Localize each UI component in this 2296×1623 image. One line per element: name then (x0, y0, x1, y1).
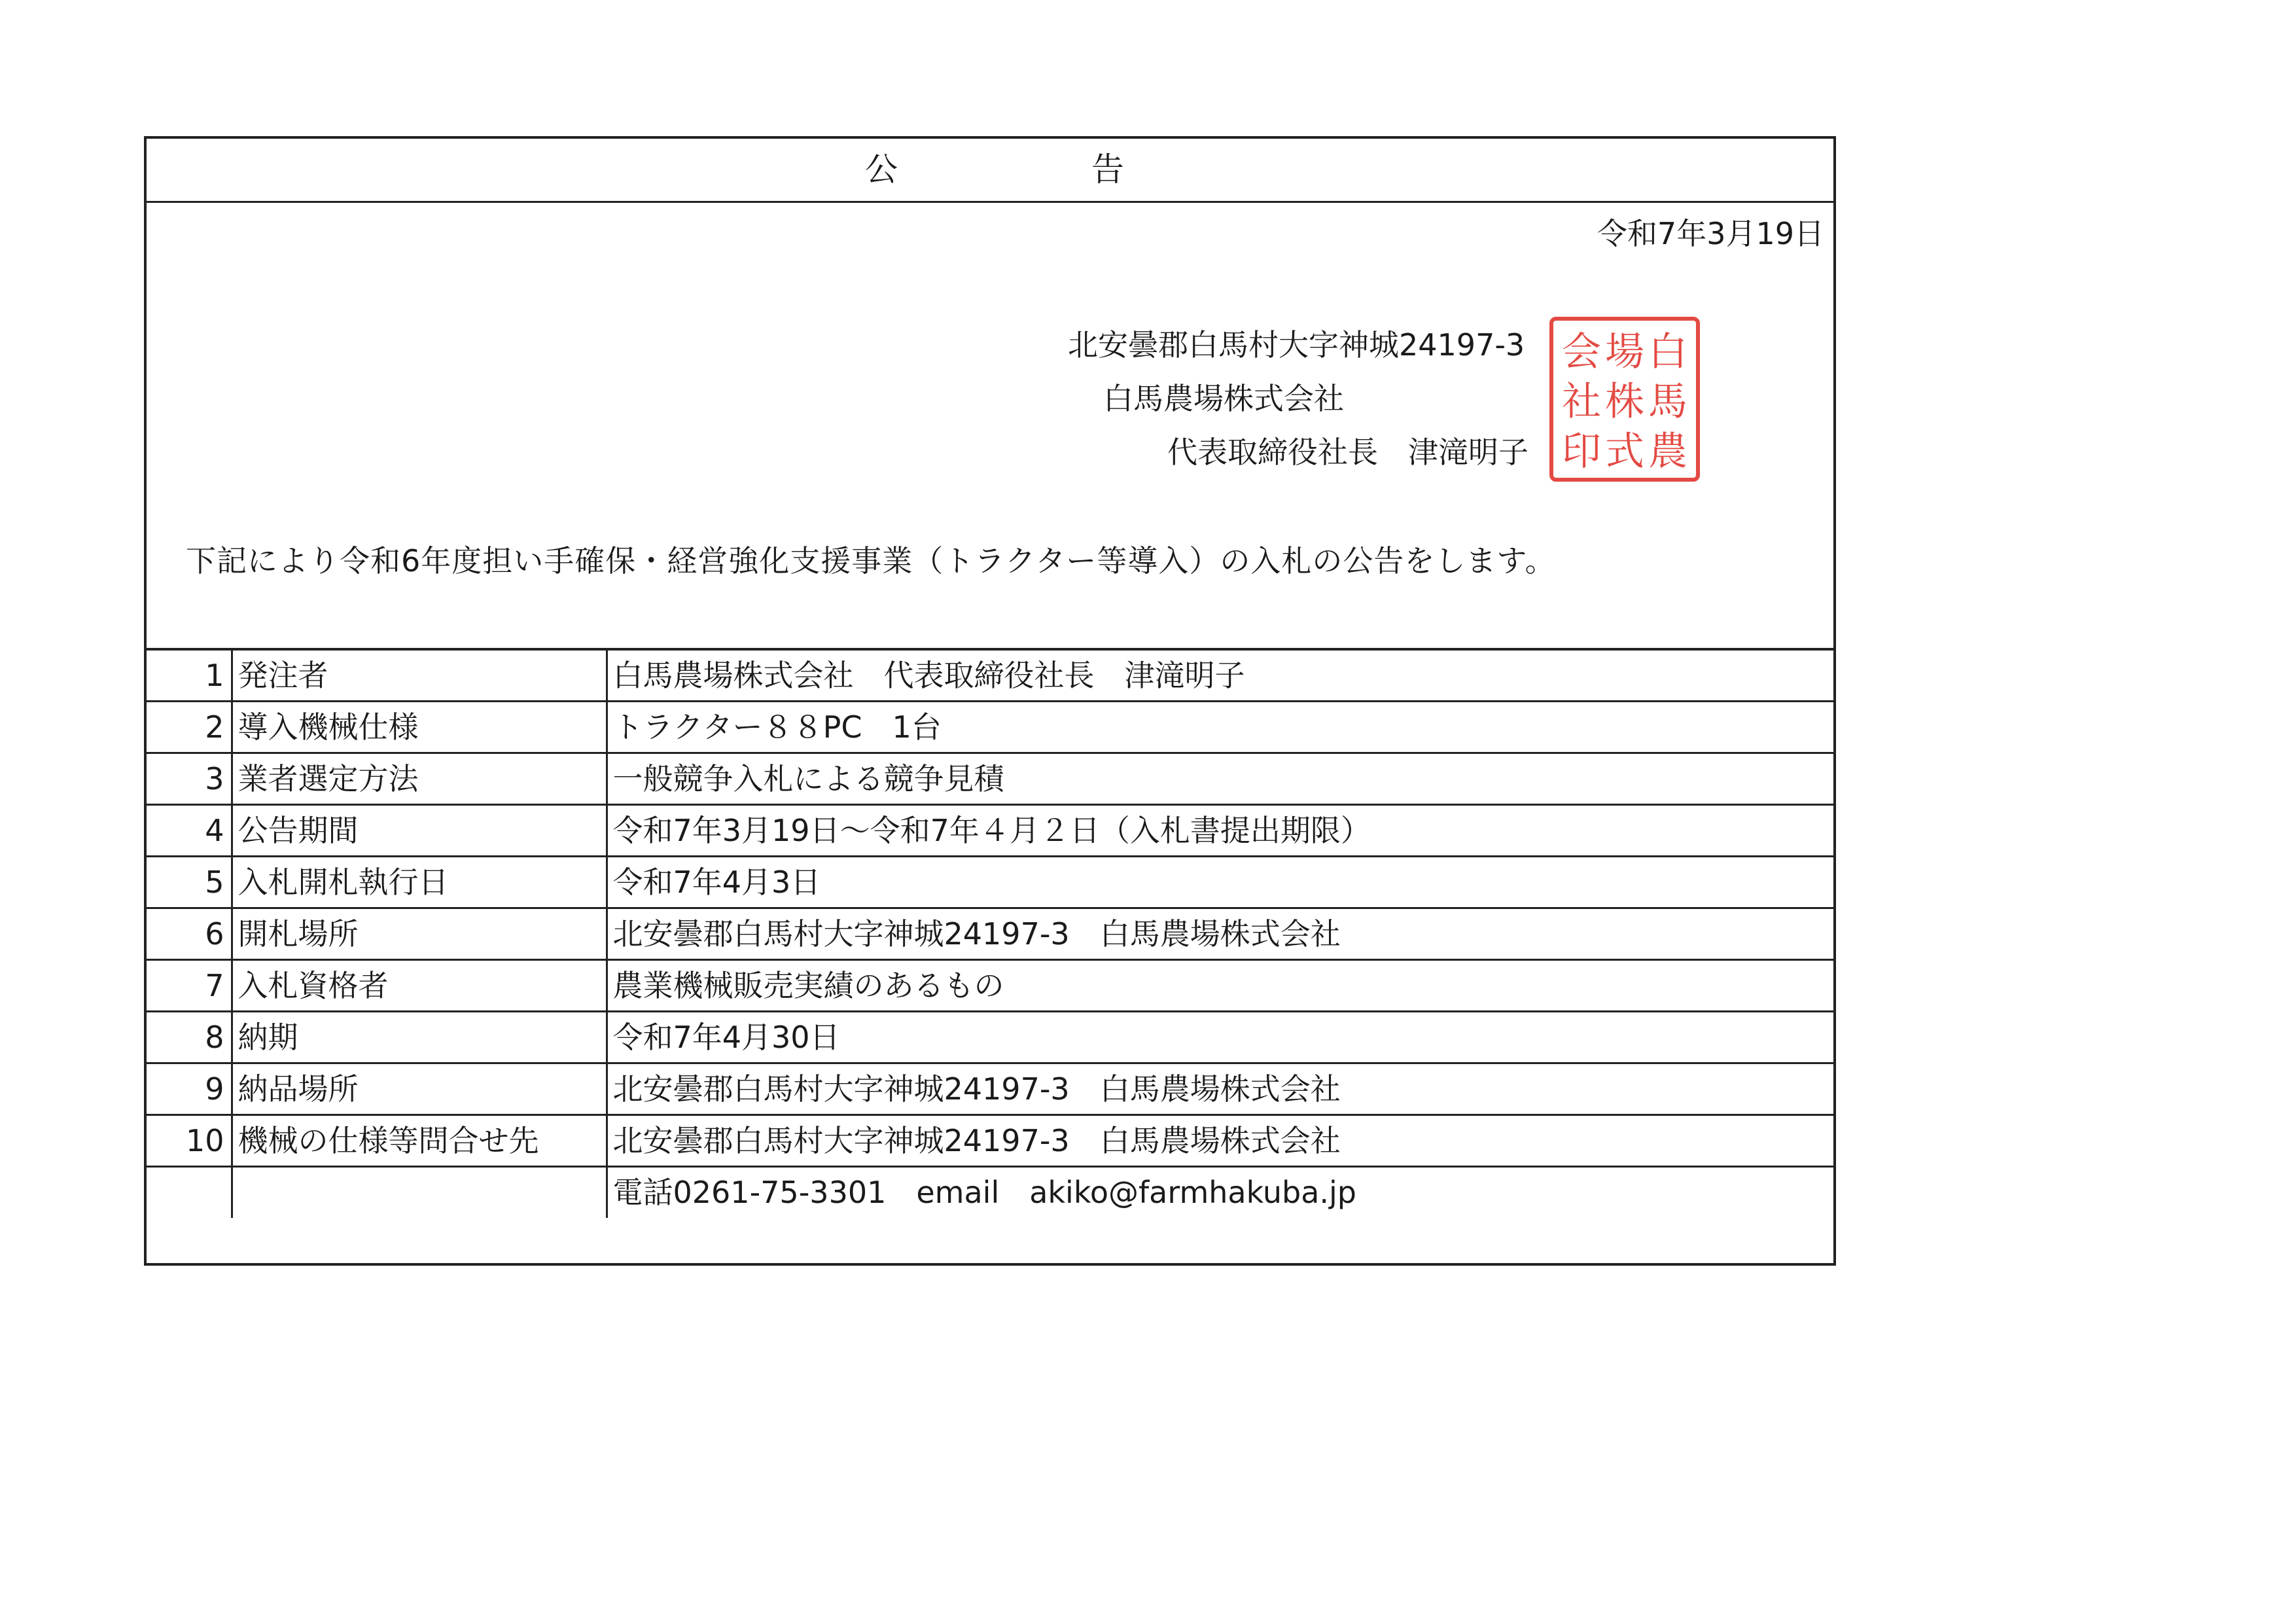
table-row (147, 804, 1833, 856)
table-row (147, 959, 1833, 1011)
seal-glyph: 馬 (1648, 379, 1687, 425)
item-value: 白馬農場株式会社 代表取締役社長 津滝明子 (607, 649, 1833, 701)
item-value: 一般競争入札による競争見積 (607, 753, 1833, 804)
table-row (147, 1011, 1833, 1063)
item-value: 農業機械販売実績のあるもの (607, 959, 1833, 1011)
item-number: 5 (147, 856, 232, 908)
seal-glyph: 株 (1605, 379, 1644, 425)
item-value: トラクター８８PC 1台 (607, 701, 1833, 753)
seal-glyph: 場 (1605, 329, 1644, 375)
seal-glyph: 白 (1648, 329, 1687, 375)
item-label: 入札資格者 (232, 959, 607, 1011)
item-value: 電話0261-75-3301 email akiko@farmhakuba.jp (607, 1166, 1833, 1218)
intro-text: 下記により令和6年度担い手確保・経営強化支援事業（トラクター等導入）の入札の公告をします。 (186, 543, 1556, 579)
item-value: 北安曇郡白馬村大字神城24197-3 白馬農場株式会社 (607, 1063, 1833, 1115)
item-number: 9 (147, 1063, 232, 1115)
item-number: 6 (147, 908, 232, 959)
item-value: 令和7年4月30日 (607, 1011, 1833, 1063)
title-char-2: 告 (1091, 151, 1124, 188)
item-label (232, 1166, 607, 1218)
item-number: 3 (147, 753, 232, 804)
issuer-representative: 代表取締役社長 津滝明子 (1167, 435, 1528, 470)
table-row (147, 701, 1833, 753)
item-value: 令和7年3月19日～令和7年４月２日（入札書提出期限） (607, 804, 1833, 856)
item-number: 1 (147, 649, 232, 701)
item-number (147, 1166, 232, 1218)
item-label: 入札開札執行日 (232, 856, 607, 908)
table-row (147, 1115, 1833, 1166)
title-char-1: 公 (865, 151, 898, 188)
items-table (147, 648, 1833, 1218)
notice-frame (144, 136, 1836, 1266)
seal-glyph: 社 (1562, 379, 1601, 425)
item-number: 10 (147, 1115, 232, 1166)
table-row (147, 753, 1833, 804)
item-label: 発注者 (232, 649, 607, 701)
item-value: 令和7年4月3日 (607, 856, 1833, 908)
seal-glyph: 式 (1605, 429, 1644, 474)
issuer-address: 北安曇郡白馬村大字神城24197-3 (1068, 327, 1525, 363)
title-row (147, 139, 1833, 203)
item-label: 納期 (232, 1011, 607, 1063)
item-number: 8 (147, 1011, 232, 1063)
item-value: 北安曇郡白馬村大字神城24197-3 白馬農場株式会社 (607, 908, 1833, 959)
notice-date: 令和7年3月19日 (1597, 216, 1824, 251)
table-row (147, 649, 1833, 701)
seal-glyph: 農 (1648, 429, 1687, 474)
item-number: 4 (147, 804, 232, 856)
company-seal-stamp (1549, 317, 1700, 482)
item-label: 開札場所 (232, 908, 607, 959)
table-row (147, 908, 1833, 959)
item-label: 機械の仕様等問合せ先 (232, 1115, 607, 1166)
item-number: 7 (147, 959, 232, 1011)
table-row (147, 856, 1833, 908)
table-row (147, 1063, 1833, 1115)
seal-glyph: 会 (1562, 329, 1601, 375)
issuer-company: 白馬農場株式会社 (1103, 381, 1344, 416)
table-row (147, 1166, 1833, 1218)
item-number: 2 (147, 701, 232, 753)
item-label: 導入機械仕様 (232, 701, 607, 753)
item-value: 北安曇郡白馬村大字神城24197-3 白馬農場株式会社 (607, 1115, 1833, 1166)
seal-glyph: 印 (1562, 429, 1601, 474)
item-label: 納品場所 (232, 1063, 607, 1115)
item-label: 業者選定方法 (232, 753, 607, 804)
item-label: 公告期間 (232, 804, 607, 856)
